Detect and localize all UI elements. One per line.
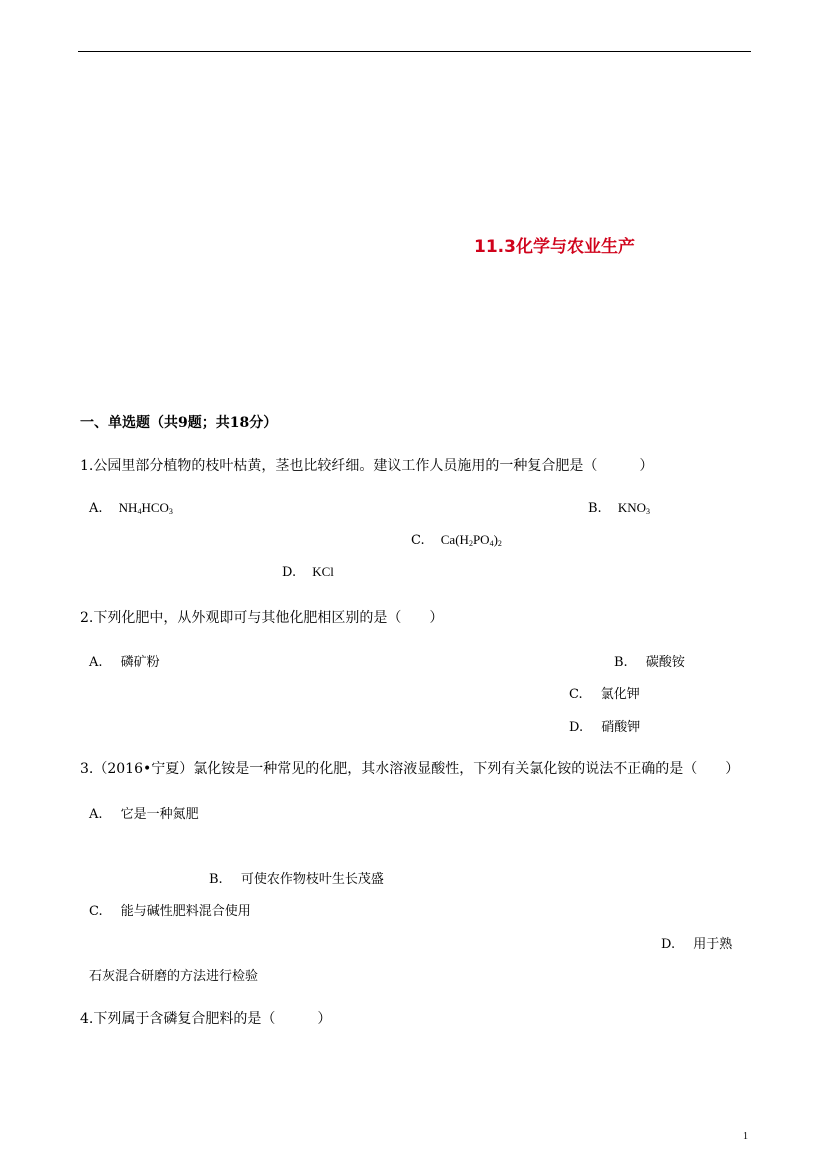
q3-option-b-label: B. [209, 872, 223, 887]
q2-option-d-label: D. [569, 720, 584, 735]
question-1-stem: 1.公园里部分植物的枝叶枯黄，茎也比较纤细。建议工作人员施用的一种复合肥是（ ） [80, 458, 654, 474]
q2-option-d[interactable] [569, 716, 640, 735]
q2-option-b[interactable] [614, 651, 685, 670]
q3-option-d-continued: 石灰混合研磨的方法进行检验 [89, 969, 259, 984]
q2-option-c[interactable] [569, 683, 640, 702]
q2-option-b-text: 碳酸铵 [645, 655, 685, 670]
q2-option-a[interactable] [89, 651, 160, 670]
question-4-stem: 4.下列属于含磷复合肥料的是（ ） [80, 1011, 332, 1027]
q1-option-d[interactable] [282, 564, 334, 580]
q2-option-b-label: B. [614, 655, 628, 670]
q1-option-b-formula: $KNO_3$ [617, 500, 650, 516]
q3-option-a[interactable] [89, 803, 199, 822]
q2-option-d-text: 硝酸钾 [601, 720, 641, 735]
q2-option-a-label: A. [89, 655, 103, 670]
q1-option-a[interactable] [89, 500, 173, 516]
q2-option-c-label: C. [569, 687, 583, 702]
q1-option-a-formula: $NH_4HCO_3$ [118, 500, 173, 516]
question-3-stem: 3.（2016•宁夏）氯化铵是一种常见的化肥，其水溶液显酸性，下列有关氯化铵的说法不正确的是（ ） [80, 761, 740, 777]
q3-option-c-text: 能与碱性肥料混合使用 [120, 904, 251, 919]
page-title: 11.3化学与农业生产 [474, 237, 635, 257]
q1-option-a-label: A. [89, 501, 103, 516]
q3-option-b-text: 可使农作物枝叶生长茂盛 [240, 872, 384, 887]
q3-option-a-text: 它是一种氮肥 [120, 807, 199, 822]
q2-option-a-text: 磷矿粉 [120, 655, 160, 670]
q1-option-d-formula: KCl [312, 564, 334, 579]
page-number: 1 [743, 1131, 748, 1142]
q3-option-d[interactable] [661, 933, 732, 952]
question-2-stem: 2.下列化肥中，从外观即可与其他化肥相区别的是（ ） [80, 610, 444, 626]
q1-option-b[interactable] [588, 500, 650, 516]
q3-option-b[interactable] [209, 868, 384, 887]
q3-option-a-label: A. [89, 807, 103, 822]
q1-option-c[interactable] [411, 532, 502, 548]
q1-option-c-label: C. [411, 533, 425, 548]
section-heading: 一、单选题（共9题；共18分） [80, 415, 278, 431]
q3-option-c[interactable] [89, 900, 251, 919]
q1-option-c-formula: $Ca(H_2PO_4)_2$ [440, 532, 502, 548]
q1-option-d-label: D. [282, 565, 297, 580]
q1-option-b-label: B. [588, 501, 602, 516]
q2-option-c-text: 氯化钾 [600, 687, 640, 702]
q3-option-d-label: D. [661, 937, 676, 952]
q3-option-c-label: C. [89, 904, 103, 919]
q3-option-d-text: 用于熟 [693, 937, 733, 952]
header-rule [78, 51, 751, 52]
